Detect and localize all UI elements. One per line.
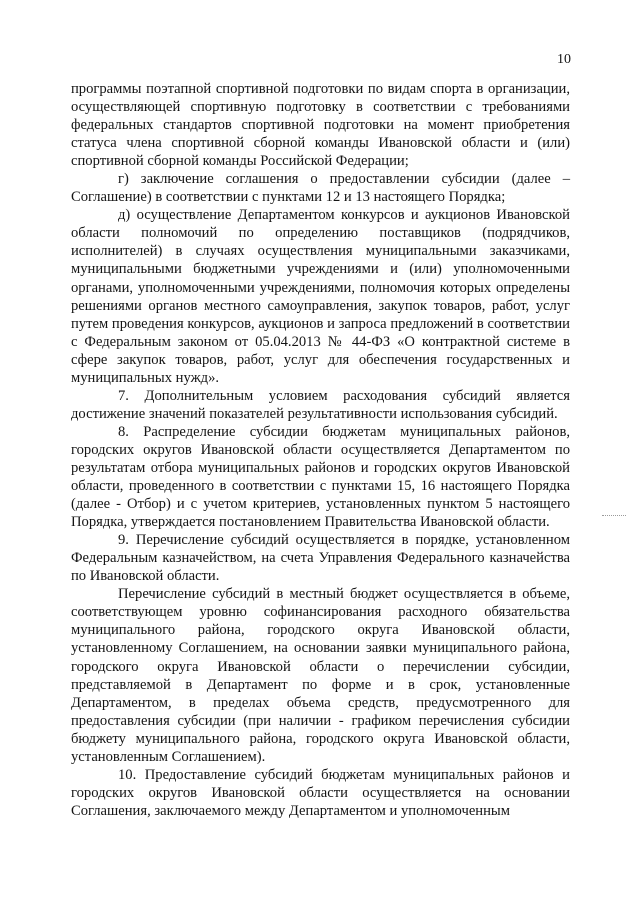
paragraph-continuation: программы поэтапной спортивной подготовки по видам спорта в организации, осуществляющей спортивную подготовку в соответствии с требованиями федеральных стандартов спортивной подготовки на момент приобретения статуса члена спортивной сборной команды Ивановской области и (или) спортивной сборной команды Российской Федерации; [71,81,570,170]
paragraph-9-transfer: Перечисление субсидий в местный бюджет осуществляется в объеме, соответствующем уровню софинансирования расходного обязательства муниципального района, городского округа Ивановской области, установленному Соглашением, на основании заявки муниципального района, городского округа Ивановской области о перечислении субсидии, представляемой в Департамент по форме и в срок, установленные Департаментом, в пределах объема средств, предусмотренного для предоставления субсидии (при наличии - графиком перечисления субсидии бюджету муниципального района, городского округа Ивановской области, установленным Соглашением). [71,586,570,765]
paragraph-10: 10. Предоставление субсидий бюджетам муниципальных районов и городских округов Ивановской области осуществляется на основании Соглашения, заключаемого между Департаментом и уполномоченным [71,766,570,819]
paragraph-9: 9. Перечисление субсидий осуществляется в порядке, установленном Федеральным казначейством, на счета Управления Федерального казначейства по Ивановской области. [71,532,570,585]
paragraph-8: 8. Распределение субсидии бюджетам муниципальных районов, городских округов Ивановской области осуществляется Департаментом по результатам отбора муниципальных районов и городских округов Ивановской области, проведенного в соответствии с пунктами 15, 16 настоящего Порядка (далее - Отбор) и с учетом критериев, установленных пунктом 5 настоящего Порядка, утверждается постановлением Правительства Ивановской области. [71,423,570,531]
page-number: 10 [557,52,571,67]
paragraph-item-d: д) осуществление Департаментом конкурсов и аукционов Ивановской области полномочий по определению поставщиков (подрядчиков, исполнителей) в случаях осуществления муниципальными заказчиками, муниципальными бюджетными учреждениями и (или) уполномоченными органами, уполномоченными учреждениями, полномочия которых определены решениями органов местного самоуправления, закупок товаров, работ, услуг путем проведения конкурсов, аукционов и запроса предложений в соответствии с Федеральным законом от 05.04.2013 № 44-ФЗ «О контрактной системе в сфере закупок товаров, работ, услуг для обеспечения государственных и муниципальных нужд». [71,207,570,386]
document-body [71,80,570,820]
scan-artifact [602,515,626,519]
paragraph-item-g: г) заключение соглашения о предоставлении субсидии (далее – Соглашение) в соответствии с пунктами 12 и 13 настоящего Порядка; [71,171,570,206]
paragraph-7: 7. Дополнительным условием расходования субсидий является достижение значений показателей результативности использования субсидий. [71,387,570,422]
